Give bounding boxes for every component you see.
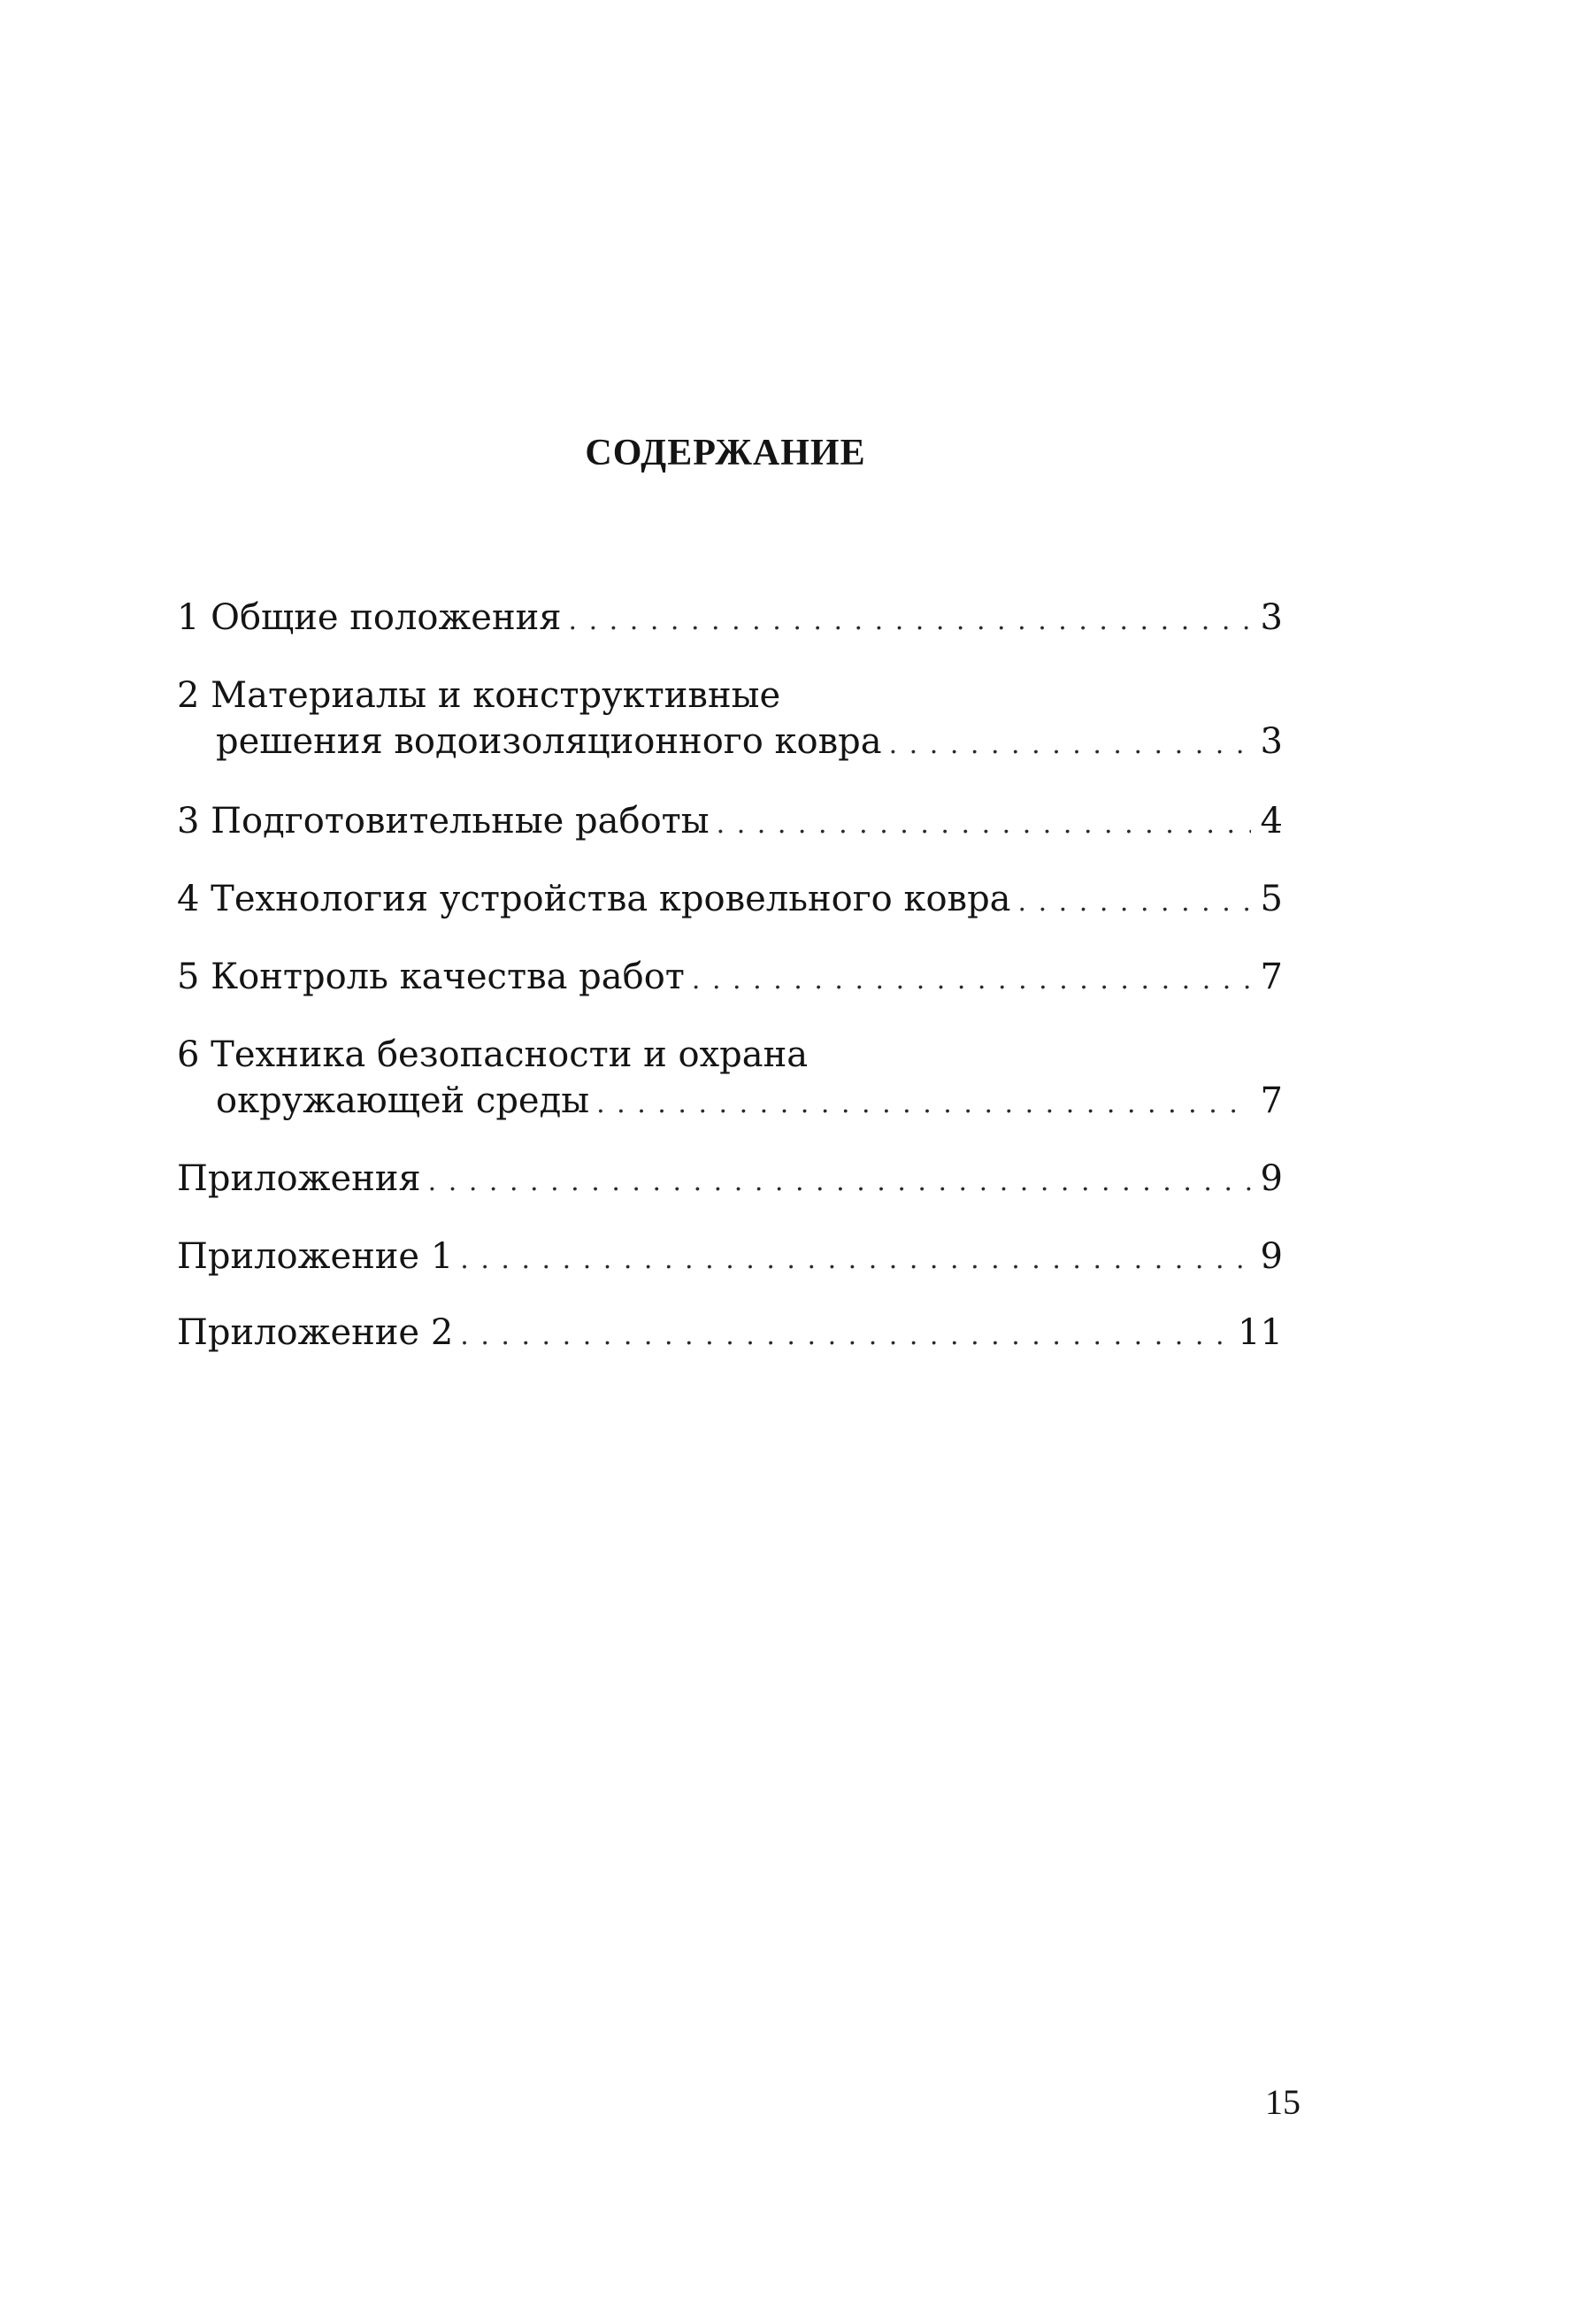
toc-entry-materials [177,673,1283,768]
toc-entry-technology [177,876,1283,926]
toc-entry-safety [177,1032,1283,1127]
toc-entry-text: 6 Техника безопасности и охрана [177,1034,809,1075]
dot-leader [1018,880,1251,926]
table-of-contents [177,0,1283,2306]
dot-leader [460,1313,1231,1359]
toc-entry-preparatory-works [177,798,1283,848]
toc-entry-page: 4 [1260,801,1283,842]
dot-leader [460,1237,1251,1283]
toc-entry-text-continued: решения водоизоляционного ковра [216,721,882,762]
dot-leader [596,1081,1251,1127]
dot-leader [889,722,1251,768]
dot-leader [569,598,1251,644]
toc-entry-appendix-2 [177,1310,1283,1359]
toc-entry-appendix-1 [177,1234,1283,1283]
toc-entry-page: 11 [1238,1312,1283,1353]
toc-entry-text: 3 Подготовительные работы [177,801,710,842]
toc-entry-text: 1 Общие положения [177,597,562,638]
toc-entry-text: 2 Материалы и конструктивные [177,675,781,716]
toc-entry-page: 7 [1260,957,1283,997]
page-number: 15 [1265,2082,1301,2122]
page-title: СОДЕРЖАНИЕ [585,433,866,473]
toc-entry-text: 4 Технология устройства кровельного ковра [177,879,1011,919]
toc-entry-page: 3 [1260,721,1283,762]
toc-entry-page: 3 [1260,597,1283,638]
dot-leader [692,957,1251,1003]
toc-entry-text: 5 Контроль качества работ [177,957,685,997]
dot-leader [717,802,1251,848]
toc-entry-general-provisions [177,595,1283,644]
toc-entry-page: 7 [1260,1080,1283,1121]
toc-entry-text: Приложения [177,1158,421,1199]
toc-entry-text-continued: окружающей среды [216,1080,590,1121]
toc-entry-appendices [177,1156,1283,1205]
toc-entry-quality-control [177,954,1283,1003]
toc-entry-page: 5 [1260,879,1283,919]
dot-leader [428,1159,1251,1205]
toc-entry-text: Приложение 2 [177,1312,454,1353]
toc-entry-page: 9 [1260,1236,1283,1277]
toc-entry-page: 9 [1260,1158,1283,1199]
toc-entry-text: Приложение 1 [177,1236,454,1277]
